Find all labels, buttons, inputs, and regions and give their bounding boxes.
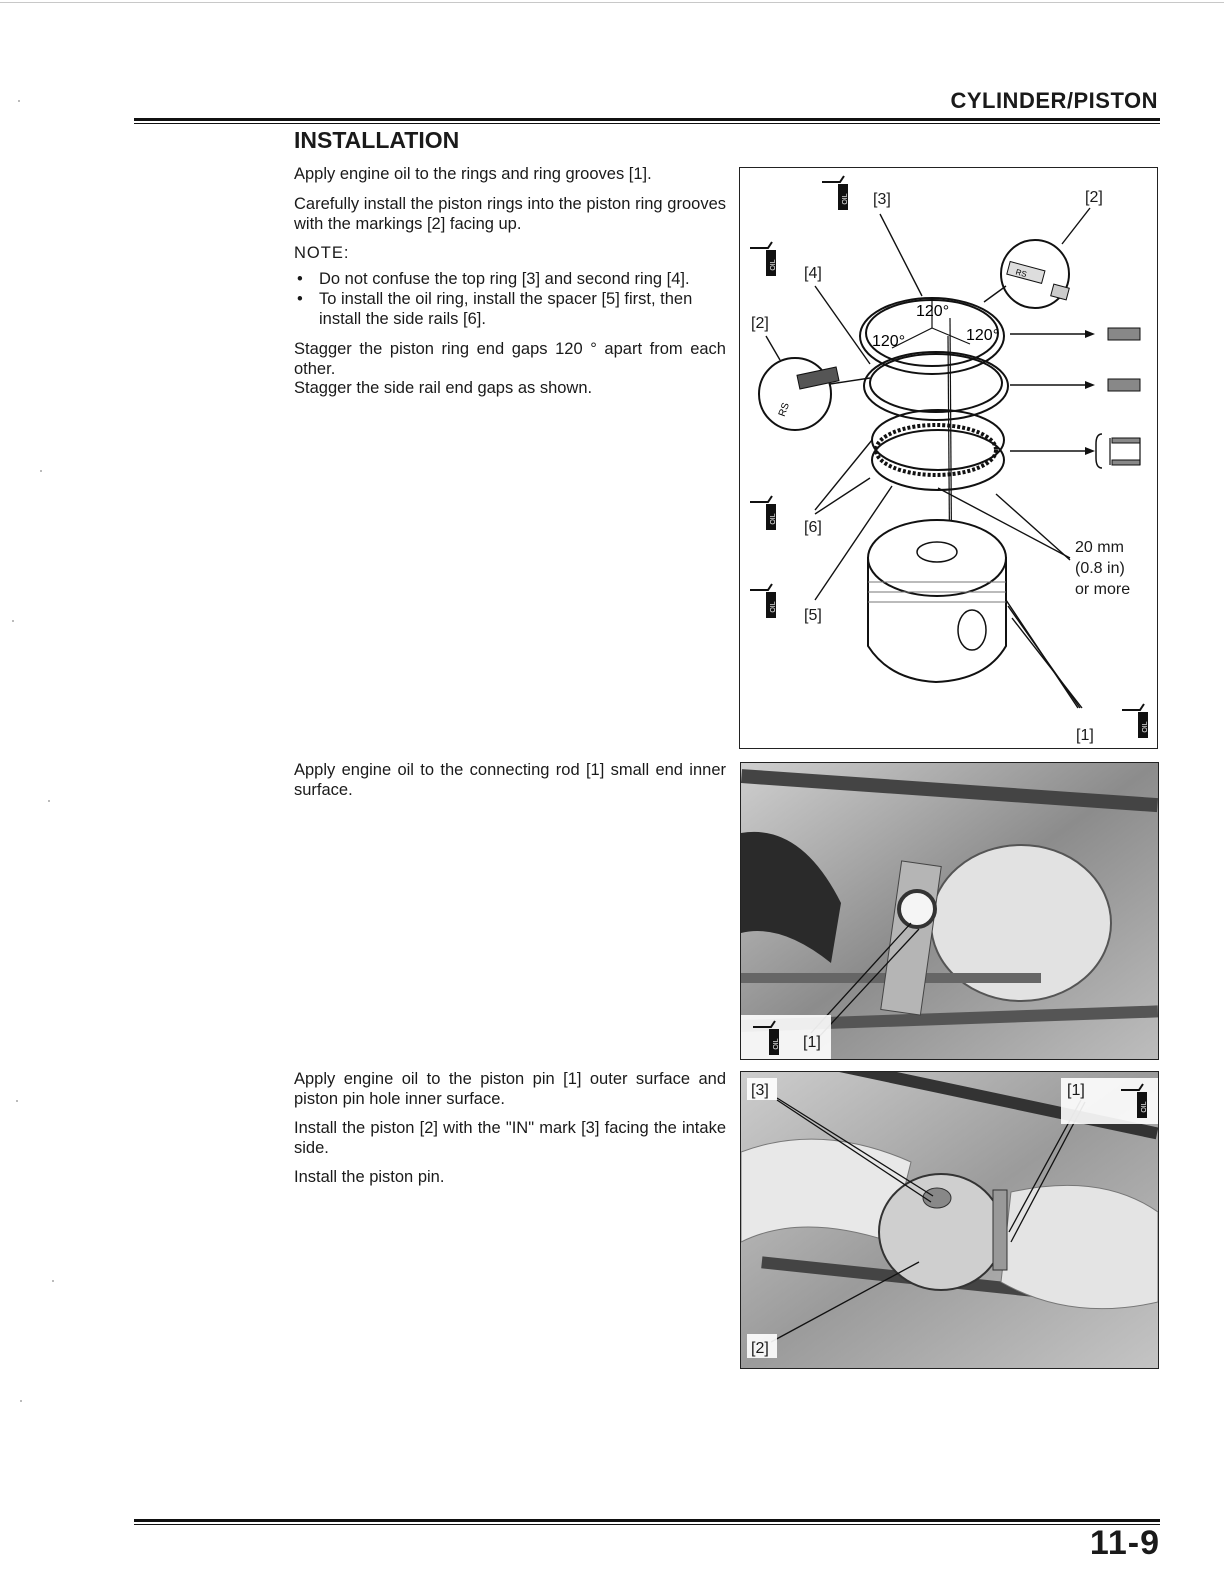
scan-speck bbox=[12, 620, 14, 622]
paragraph-apply-oil-rod: Apply engine oil to the connecting rod [1] small end inner surface. bbox=[294, 761, 726, 799]
oil-ring-spacer bbox=[876, 425, 996, 475]
paragraph-apply-oil-pin: Apply engine oil to the piston pin [1] outer surface and piston pin hole inner surface. bbox=[294, 1070, 726, 1108]
gap-distance-mm: 20 mm bbox=[1075, 539, 1124, 556]
scan-speck bbox=[40, 470, 42, 472]
ring-mark-text: RS bbox=[776, 401, 792, 419]
scan-top-edge bbox=[0, 2, 1224, 3]
angle-label: 120° bbox=[966, 327, 1000, 344]
angle-label: 120° bbox=[872, 333, 906, 350]
oil-ring-section-icon bbox=[1096, 434, 1140, 468]
paragraph-install-rings: Carefully install the piston rings into the piston ring grooves with the markings [2] facing up. bbox=[294, 195, 726, 233]
label-piston-pin: [1] bbox=[1067, 1082, 1085, 1099]
oil-can-icon bbox=[1122, 704, 1149, 738]
label-connecting-rod: [1] bbox=[803, 1034, 821, 1051]
note-bullet-text: To install the oil ring, install the spacer [5] first, then install the side rails [6]. bbox=[319, 290, 693, 328]
paragraph-install-pin: Install the piston pin. bbox=[294, 1168, 445, 1186]
scan-speck bbox=[20, 1400, 22, 1402]
label-piston: [2] bbox=[751, 1340, 769, 1357]
in-mark bbox=[923, 1188, 951, 1208]
small-end bbox=[899, 891, 935, 927]
label-side-rails: [6] bbox=[804, 519, 822, 536]
piston-install-photo-svg bbox=[741, 1072, 1158, 1368]
header-rule bbox=[134, 118, 1160, 121]
note-bullet: • Do not confuse the top ring [3] and second ring [4]. bbox=[297, 270, 690, 288]
scan-speck bbox=[18, 100, 20, 102]
label-spacer: [5] bbox=[804, 607, 822, 624]
ring-mark-text: RS bbox=[1014, 267, 1028, 280]
side-rail bbox=[872, 430, 1004, 490]
page-title: INSTALLATION bbox=[294, 127, 460, 153]
paragraph-install-piston: Install the piston [2] with the "IN" mark [3] facing the intake side. bbox=[294, 1119, 726, 1157]
label-top-ring: [3] bbox=[873, 191, 891, 208]
scan-speck bbox=[16, 1100, 18, 1102]
second-ring-section-icon bbox=[1108, 379, 1140, 391]
label-second-ring: [4] bbox=[804, 265, 822, 282]
page-number: 11-9 bbox=[1089, 1524, 1160, 1562]
piston-ring-diagram-svg: OIL [3] [2] [4] [2] [6] [5] [1] RS RS 20 mm (0.8 in) or more 120° 120° 120° bbox=[740, 168, 1157, 748]
mark-detail-circle bbox=[759, 358, 831, 430]
label-ring-grooves: [1] bbox=[1076, 727, 1094, 744]
paragraph-apply-oil-rings: Apply engine oil to the rings and ring grooves [1]. bbox=[294, 165, 652, 183]
footer-rule-thin bbox=[134, 1524, 1160, 1525]
top-ring-section-icon bbox=[1108, 328, 1140, 340]
oil-can-icon bbox=[750, 584, 777, 618]
paragraph-stagger-rings: Stagger the piston ring end gaps 120 ° apart from each other. bbox=[294, 340, 726, 378]
gap-distance-in: (0.8 in) bbox=[1075, 560, 1125, 577]
connecting-rod-photo bbox=[740, 762, 1159, 1060]
note-bullet: • To install the oil ring, install the spacer [5] first, then install the side rails [6]. bbox=[297, 290, 693, 328]
paragraph-stagger-rails: Stagger the side rail end gaps as shown. bbox=[294, 379, 593, 397]
oil-can-icon bbox=[750, 496, 777, 530]
piston-ring-diagram bbox=[739, 167, 1158, 749]
section-header: CYLINDER/PISTON bbox=[950, 88, 1158, 113]
label-marking: [2] bbox=[1085, 189, 1103, 206]
connecting-rod-photo-svg bbox=[741, 763, 1158, 1059]
footer-rule bbox=[134, 1519, 1160, 1522]
oil-can-icon bbox=[822, 176, 849, 210]
label-in-mark: [3] bbox=[751, 1082, 769, 1099]
oil-can-icon bbox=[750, 242, 777, 276]
scan-speck bbox=[52, 1280, 54, 1282]
scan-speck bbox=[48, 800, 50, 802]
piston-drawing bbox=[868, 520, 1006, 682]
gap-distance-qualifier: or more bbox=[1075, 581, 1131, 598]
piston-install-photo bbox=[740, 1071, 1159, 1369]
header-rule-thin bbox=[134, 123, 1160, 124]
note-bullet-text: Do not confuse the top ring [3] and second ring [4]. bbox=[319, 270, 690, 288]
angle-label: 120° bbox=[916, 303, 950, 320]
label-marking: [2] bbox=[751, 315, 769, 332]
note-label: NOTE: bbox=[294, 244, 350, 262]
